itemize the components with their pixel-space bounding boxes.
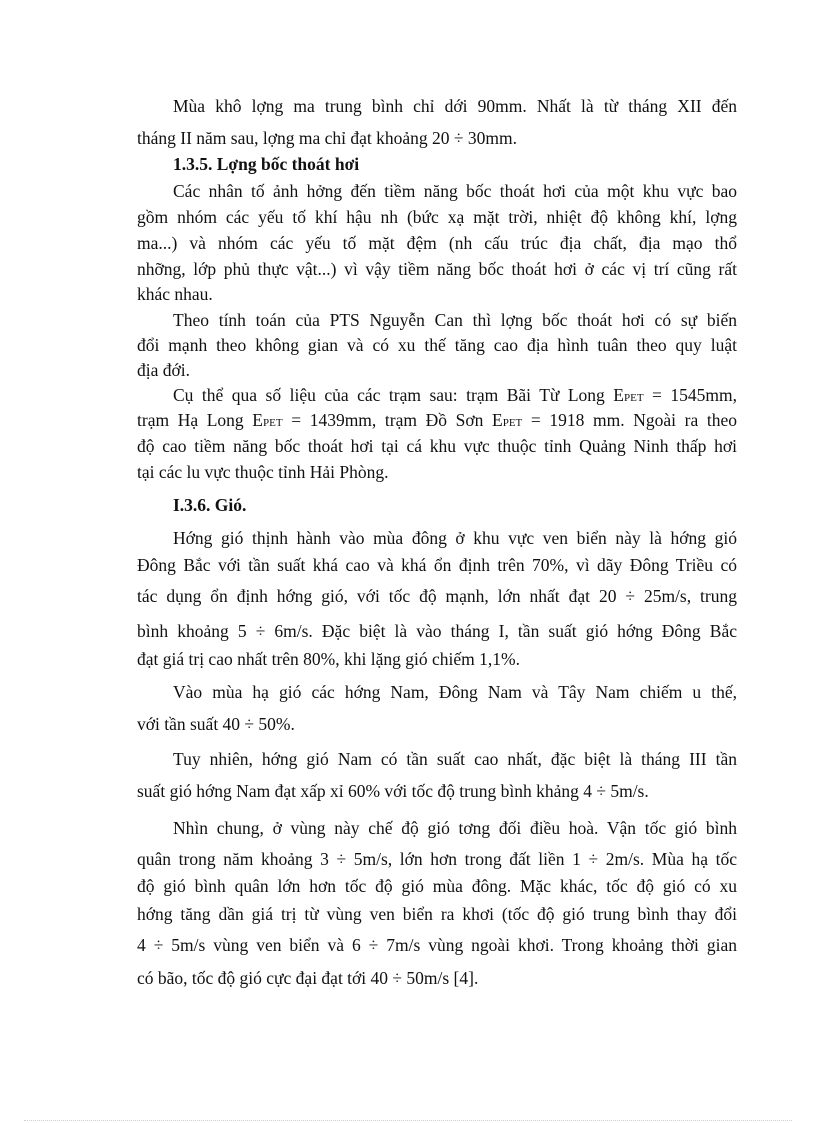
text-line: nhỡng, lớp phủ thực vật...) vì vậy tiềm năng bốc thoát hơi ở các vị trí cũng rất: [137, 259, 737, 279]
text-line: 4 ÷ 5m/s vùng ven biển và 6 ÷ 7m/s vùng ngoài khơi. Trong khoảng thời gian: [137, 935, 737, 955]
text-span: = 1918 mm. Ngoài ra theo: [522, 410, 737, 430]
page-bottom-divider: [24, 1120, 792, 1121]
text-line: có bão, tốc độ gió cực đại đạt tới 40 ÷ 50m/s [4].: [137, 968, 479, 988]
text-line: đổi mạnh theo không gian và có xu thế tăng cao địa hình tuân theo quy luật: [137, 335, 737, 355]
subscript: PET: [502, 417, 523, 429]
text-line: Mùa khô lợng ma trung bình chỉ dới 90mm. Nhất là từ tháng XII đến: [173, 96, 737, 116]
text-span: Cụ thể qua số liệu của các trạm sau: trạm Bãi Từ Long E: [173, 385, 624, 405]
text-line: độ gió bình quân lớn hơn tốc độ gió mùa đông. Mặc khác, tốc độ gió có xu: [137, 876, 737, 896]
section-heading: I.3.6. Gió.: [173, 495, 247, 515]
text-line: tác dụng ổn định hớng gió, với tốc độ mạnh, lớn nhất đạt 20 ÷ 25m/s, trung: [137, 586, 737, 606]
text-line: Hớng gió thịnh hành vào mùa đông ở khu vực ven biển này là hớng gió: [173, 528, 737, 548]
text-line: khác nhau.: [137, 284, 213, 304]
text-line: suất gió hớng Nam đạt xấp xỉ 60% với tốc độ trung bình khảng 4 ÷ 5m/s.: [137, 781, 649, 801]
text-line: quân trong năm khoảng 3 ÷ 5m/s, lớn hơn trong đất liền 1 ÷ 2m/s. Mùa hạ tốc: [137, 849, 737, 869]
text-line: Theo tính toán của PTS Nguyễn Can thì lợng bốc thoát hơi có sự biến: [173, 310, 737, 330]
subscript: PET: [263, 417, 283, 429]
subscript: PET: [623, 392, 644, 404]
text-span: = 1439mm, trạm Đồ Sơn E: [282, 410, 503, 430]
text-line: Tuy nhiên, hớng gió Nam có tần suất cao nhất, đặc biệt là tháng III tần: [173, 749, 737, 769]
section-heading: 1.3.5. Lợng bốc thoát hơi: [173, 154, 360, 174]
text-line: Đông Bắc với tần suất khá cao và khá ổn định trên 70%, vì dãy Đông Triều có: [137, 555, 737, 575]
text-line: với tần suất 40 ÷ 50%.: [137, 714, 295, 734]
text-line: tại các lu vực thuộc tỉnh Hải Phòng.: [137, 462, 389, 482]
text-line: gồm nhóm các yếu tố khí hậu nh (bức xạ mặt trời, nhiệt độ không khí, lợng: [137, 207, 737, 227]
text-span: trạm Hạ Long E: [137, 410, 263, 430]
text-line: ma...) và nhóm các yếu tố mặt đệm (nh cấu trúc địa chất, địa mạo thổ: [137, 233, 737, 253]
text-line: bình khoảng 5 ÷ 6m/s. Đặc biệt là vào tháng I, tần suất gió hớng Đông Bắc: [137, 621, 737, 641]
text-line: Vào mùa hạ gió các hớng Nam, Đông Nam và Tây Nam chiếm u thế,: [173, 682, 737, 702]
text-line: [137, 409, 737, 434]
text-line: [173, 384, 737, 409]
text-line: hớng tăng dần giá trị từ vùng ven biển ra khơi (tốc độ gió trung bình thay đổi: [137, 904, 737, 924]
text-line: tháng II năm sau, lợng ma chỉ đạt khoảng 20 ÷ 30mm.: [137, 128, 517, 148]
text-line: Nhìn chung, ở vùng này chế độ gió tơng đối điều hoà. Vận tốc gió bình: [173, 818, 737, 838]
text-line: độ cao tiềm năng bốc thoát hơi tại cá khu vực thuộc tỉnh Quảng Ninh thấp hơi: [137, 436, 737, 456]
text-span: = 1545mm,: [643, 385, 737, 405]
text-line: đạt giá trị cao nhất trên 80%, khi lặng gió chiếm 1,1%.: [137, 649, 520, 669]
text-line: Các nhân tố ảnh hởng đến tiềm năng bốc thoát hơi của một khu vực bao: [173, 181, 737, 201]
text-line: địa đới.: [137, 360, 190, 380]
